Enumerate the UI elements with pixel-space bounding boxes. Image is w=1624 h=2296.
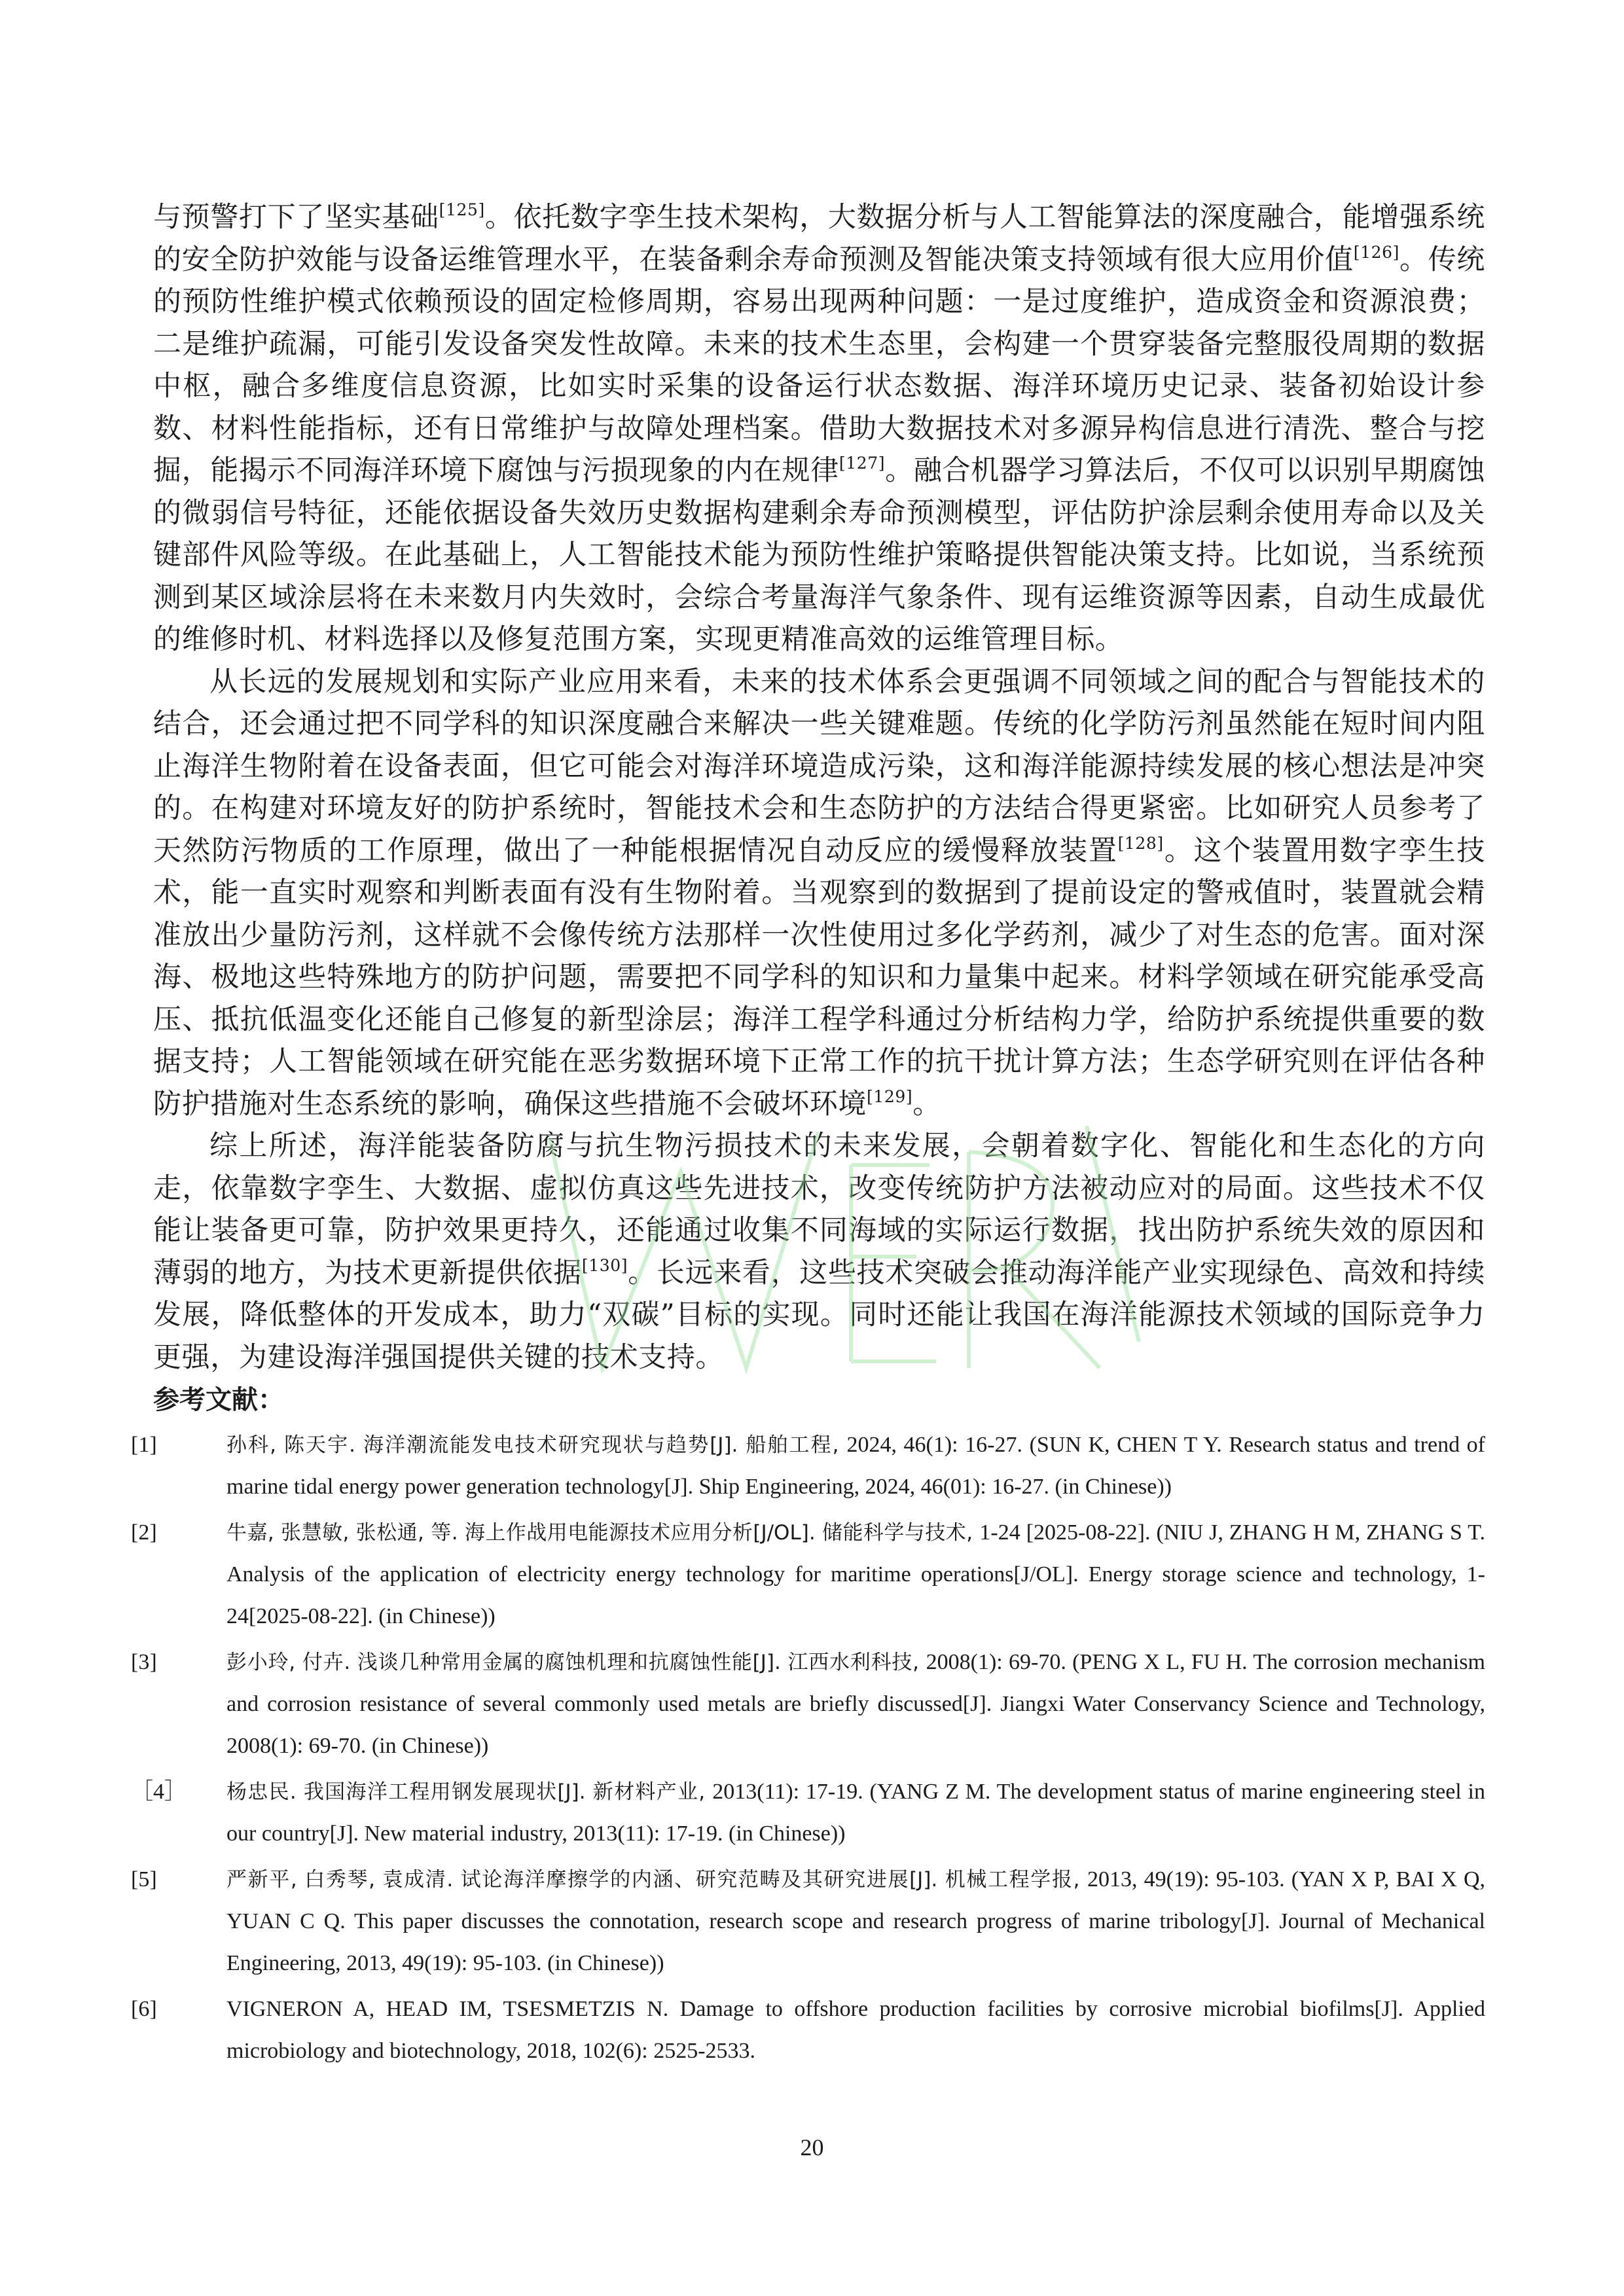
paragraph-text: 。这个装置用数字孪生技术，能一直实时观察和判断表面有没有生物附着。当观察到的数据到了提前设定的警戒值时，装置就会精准放出少量防污剂，这样就不会像传统方法那样一次性使用过多化学药剂，减少了对生态的危害。面对深海、极地这些特殊地方的防护问题，需要把不同学科的知识和力量集中起来。材料学领域在研究能承受高压、抵抗低温变化还能自己修复的新型涂层；海洋工程学科通过分析结构力学，给防护系统提供重要的数据支持；人工智能领域在研究能在恶劣数据环境下正常工作的抗干扰计算方法；生态学研究则在评估各种防护措施对生态系统的影响，确保这些措施不会破坏环境 [153,834,1485,1121]
paragraph-text: 综上所述，海洋能装备防腐与抗生物污损技术的未来发展，会朝着数字化、智能化和生态化的方向走，依靠数字孪生、大数据、虚拟仿真这些先进技术，改变传统防护方法被动应对的局面。这些技术不仅能让装备更可靠，防护效果更持久，还能通过收集不同海域的实际运行数据，找出防护系统失效的原因和薄弱的地方，为技术更新提供依据 [153,1130,1485,1289]
reference-chinese: 严新平, 白秀琴, 袁成清. 试论海洋摩擦学的内涵、研究范畴及其研究进展[J]. 机械工程学报, [226,1868,1087,1892]
reference-item [131,1771,1485,1855]
page-number: 20 [800,2134,824,2161]
citation-superscript: [129] [867,1086,913,1106]
reference-item [131,1512,1485,1638]
reference-chinese: 彭小玲, 付卉. 浅谈几种常用金属的腐蚀机理和抗腐蚀性能[J]. 江西水利科技, [226,1651,926,1674]
reference-item [131,1424,1485,1508]
reference-english: 2024, 46(1): 16-27. (SUN K, CHEN T Y. Research status and trend of marine tidal energy power generation technology[J]. Ship Engineering, 2024, 46(01): 16-27. (in Chinese)) [226,1433,1485,1499]
paragraph-text: 。依托数字孪生技术架构，大数据分析与人工智能算法的深度融合，能增强系统的安全防护效能与设备运维管理水平，在装备剩余寿命预测及智能决策支持领域有很大应用价值 [153,201,1486,276]
paragraph-text: 。长远来看，这些技术突破会推动海洋能产业实现绿色、高效和持续发展，降低整体的开发成本，助力“双碳”目标的实现。同时还能让我国在海洋能源技术领域的国际竞争力更强，为建设海洋强国提供关键的技术支持。 [153,1256,1485,1374]
body-paragraph-1 [153,196,1485,661]
reference-item [131,1641,1485,1767]
page-content [131,196,1486,2076]
body-paragraph-2 [153,661,1485,1126]
reference-item [131,1859,1486,1984]
reference-list [131,1424,1486,2072]
reference-chinese: 牛嘉, 张慧敏, 张松通, 等. 海上作战用电能源技术应用分析[J/OL]. 储能科学与技术, [226,1521,980,1545]
paragraph-text: 从长远的发展规划和实际产业应用来看，未来的技术体系会更强调不同领域之间的配合与智能技术的结合，还会通过把不同学科的知识深度融合来解决一些关键难题。传统的化学防污剂虽然能在短时间内阻止海洋生物附着在设备表面，但它可能会对海洋环境造成污染，这和海洋能源持续发展的核心想法是冲突的。在构建对环境友好的防护系统时，智能技术会和生态防护的方法结合得更紧密。比如研究人员参考了天然防污物质的工作原理，做出了一种能根据情况自动反应的缓慢释放装置 [153,665,1485,867]
reference-chinese: 孙科, 陈天宇. 海洋潮流能发电技术研究现状与趋势[J]. 船舶工程, [226,1433,847,1457]
reference-english: VIGNERON A, HEAD IM, TSESMETZIS N. Damage to offshore production facilities by corrosive microbial biofilms[J]. Applied microbiology and biotechnology, 2018, 102(6): 2525-2533. [226,1997,1485,2063]
citation-superscript: [127] [839,454,886,473]
reference-english: 2013(11): 17-19. (YANG Z M. The development status of marine engineering steel in our country[J]. New material industry, 2013(11): 17-19. (in Chinese)) [226,1780,1485,1846]
reference-number: ［4］ [131,1780,187,1804]
paragraph-text: 。传统的预防性维护模式依赖预设的固定检修周期，容易出现两种问题：一是过度维护，造成资金和资源浪费；二是维护疏漏，可能引发设备突发性故障。未来的技术生态里，会构建一个贯穿装备完整服役周期的数据中枢，融合多维度信息资源，比如实时采集的设备运行状态数据、海洋环境历史记录、装备初始设计参数、材料性能指标，还有日常维护与故障处理档案。借助大数据技术对多源异构信息进行清洗、整合与挖掘，能揭示不同海洋环境下腐蚀与污损现象的内在规律 [153,243,1485,487]
paragraph-text: 。 [912,1087,941,1121]
reference-number: [3] [131,1650,157,1674]
references-heading: 参考文献： [153,1385,284,1415]
citation-superscript: [130] [581,1255,628,1275]
body-paragraph-3 [153,1125,1485,1378]
reference-item [131,1988,1485,2072]
citation-superscript: [126] [1353,242,1399,262]
reference-english: 2013, 49(19): 95-103. (YAN X P, BAI X Q, YUAN C Q. This paper discusses the connotation, research scope and research progress of marine tribology[J]. Journal of Mechanical Engineering, 2013, 49(19): 95-103. (in Chinese)) [226,1867,1486,1975]
reference-number: [5] [131,1867,157,1892]
paragraph-text: 与预警打下了坚实基础 [153,201,439,234]
citation-superscript: [125] [439,200,485,219]
reference-chinese: 杨忠民. 我国海洋工程用钢发展现状[J]. 新材料产业, [226,1780,713,1804]
reference-number: [1] [131,1433,157,1457]
reference-number: [6] [131,1997,157,2021]
citation-superscript: [128] [1117,833,1164,853]
reference-english: 1-24 [2025-08-22]. (NIU J, ZHANG H M, ZHANG S T. Analysis of the application of electricity energy technology for maritime operations[J/OL]. Energy storage science and technology, 1-24[2025-08-22]. (in Chinese)) [226,1520,1485,1628]
paragraph-text: 。融合机器学习算法后，不仅可以识别早期腐蚀的微弱信号特征，还能依据设备失效历史数据构建剩余寿命预测模型，评估防护涂层剩余使用寿命以及关键部件风险等级。在此基础上，人工智能技术能为预防性维护策略提供智能决策支持。比如说，当系统预测到某区域涂层将在未来数月内失效时，会综合考量海洋气象条件、现有运维资源等因素，自动生成最优的维修时机、材料选择以及修复范围方案，实现更精准高效的运维管理目标。 [153,454,1485,656]
reference-number: [2] [131,1520,157,1545]
reference-english: 2008(1): 69-70. (PENG X L, FU H. The corrosion mechanism and corrosion resistance of several commonly used metals are briefly discussed[J]. Jiangxi Water Conservancy Science and Technology, 2008(1): 69-70. (in Chinese)) [226,1650,1485,1758]
